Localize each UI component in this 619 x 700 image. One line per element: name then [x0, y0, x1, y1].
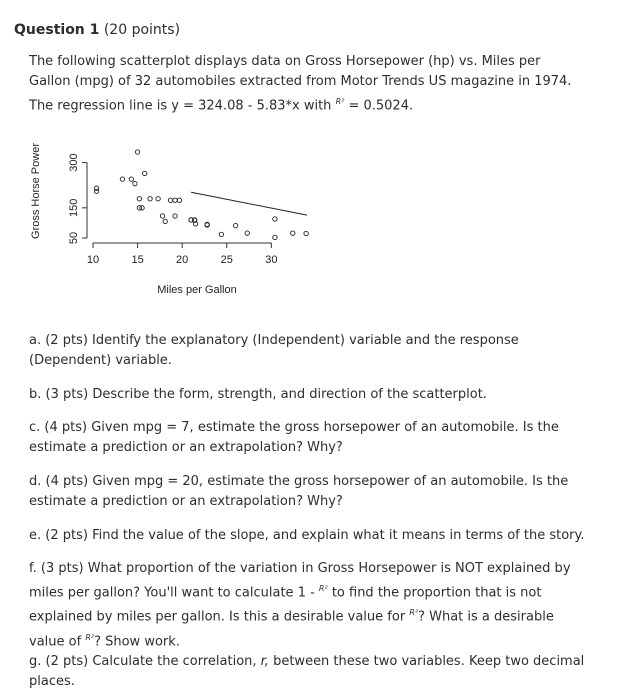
- data-point: [273, 217, 277, 221]
- question-f-line-2: [29, 579, 599, 603]
- question-c: [29, 418, 599, 458]
- data-point: [168, 198, 172, 202]
- question-a-line-2: (Dependent) variable.: [29, 353, 172, 368]
- x-tick-label: 15: [131, 254, 144, 266]
- question-f-text: explained by miles per gallon. Is this a desirable value for: [29, 609, 410, 625]
- question-g-text: between these two variables. Keep two decimal: [268, 654, 585, 669]
- question-a: [29, 331, 599, 371]
- y-tick-label: 50: [68, 231, 80, 245]
- question-b-line-1: b. (3 pts) Describe the form, strength, and direction of the scatterplot.: [29, 387, 487, 402]
- question-e-line-1: e. (2 pts) Find the value of the slope, and explain what it means in terms of the story.: [29, 528, 585, 543]
- regression-text: The regression line is y = 324.08 - 5.83*x with: [29, 98, 336, 114]
- question-g-line-1: [29, 652, 599, 672]
- question-f-text: to find the proportion that is not: [327, 585, 542, 601]
- data-point: [94, 186, 98, 190]
- r-squared-symbol: R²: [318, 584, 328, 593]
- data-point: [133, 181, 137, 185]
- y-tick-label: 150: [68, 198, 80, 218]
- question-f: [29, 559, 599, 652]
- question-f-text: miles per gallon? You'll want to calculate 1 -: [29, 585, 319, 601]
- y-tick-label: 300: [68, 153, 80, 172]
- r-squared-symbol: R²: [85, 632, 95, 642]
- intro-line-3: [29, 92, 589, 116]
- data-point: [245, 231, 249, 235]
- data-point: [156, 197, 160, 201]
- data-point: [143, 171, 147, 175]
- question-points: (20 points): [103, 22, 181, 38]
- question-d: [29, 472, 599, 512]
- x-tick-label: 20: [176, 254, 189, 266]
- data-point: [120, 177, 124, 181]
- question-f-text: ? Show work.: [94, 633, 180, 649]
- question-c-line-1: c. (4 pts) Given mpg = 7, estimate the gross horsepower of an automobile. Is the: [29, 420, 559, 435]
- question-label: Question 1: [14, 22, 100, 38]
- data-point: [160, 214, 164, 218]
- y-axis: [68, 153, 87, 244]
- data-point: [291, 231, 295, 235]
- question-d-line-1: d. (4 pts) Given mpg = 20, estimate the gross horsepower of an automobile. Is the: [29, 474, 569, 489]
- question-g-line-2: places.: [29, 674, 75, 689]
- regression-segment: [191, 192, 307, 215]
- intro-line-1: The following scatterplot displays data on Gross Horsepower (hp) vs. Miles per: [29, 54, 541, 69]
- data-point: [137, 206, 141, 210]
- x-tick-label: 30: [265, 254, 278, 266]
- r-squared-symbol: R²: [335, 97, 345, 106]
- question-g: [29, 652, 599, 692]
- x-tick-label: 25: [220, 254, 233, 266]
- question-f-line-4: [29, 628, 599, 652]
- data-point: [177, 198, 181, 202]
- question-e: [29, 526, 599, 546]
- data-point: [173, 214, 177, 218]
- regression-line: [191, 192, 307, 215]
- x-axis-label: Miles per Gallon: [157, 284, 237, 296]
- data-point: [163, 219, 167, 223]
- x-tick-label: 10: [86, 254, 100, 266]
- data-point: [273, 235, 277, 239]
- question-c-line-2: estimate a prediction or an extrapolation? Why?: [29, 440, 343, 455]
- scatterplot: [25, 138, 315, 308]
- question-d-line-2: estimate a prediction or an extrapolation? Why?: [29, 494, 343, 509]
- x-axis: [87, 243, 278, 266]
- data-point: [173, 198, 177, 202]
- intro-paragraph: [29, 52, 589, 116]
- question-f-text: ? What is a desirable: [418, 609, 554, 625]
- data-point: [148, 197, 152, 201]
- question-b: [29, 385, 599, 405]
- data-point: [219, 232, 223, 236]
- data-point: [233, 223, 237, 227]
- y-axis-label: Gross Horse Power: [30, 143, 42, 239]
- question-g-text: g. (2 pts) Calculate the correlation,: [29, 654, 261, 669]
- data-point: [304, 231, 308, 235]
- data-point: [137, 197, 141, 201]
- data-point: [135, 150, 139, 154]
- r-squared-symbol: R²: [409, 608, 419, 618]
- question-a-line-1: a. (2 pts) Identify the explanatory (Independent) variable and the response: [29, 333, 519, 348]
- question-title: [14, 22, 180, 38]
- r-symbol: r,: [260, 654, 269, 669]
- question-f-line-1: f. (3 pts) What proportion of the variation in Gross Horsepower is NOT explained by: [29, 561, 571, 576]
- question-f-line-3: [29, 603, 599, 627]
- intro-line-2: Gallon (mpg) of 32 automobiles extracted from Motor Trends US magazine in 1974.: [29, 74, 572, 89]
- question-f-text: value of: [29, 633, 86, 649]
- r-squared-value: = 0.5024.: [344, 98, 414, 114]
- data-point: [129, 177, 133, 181]
